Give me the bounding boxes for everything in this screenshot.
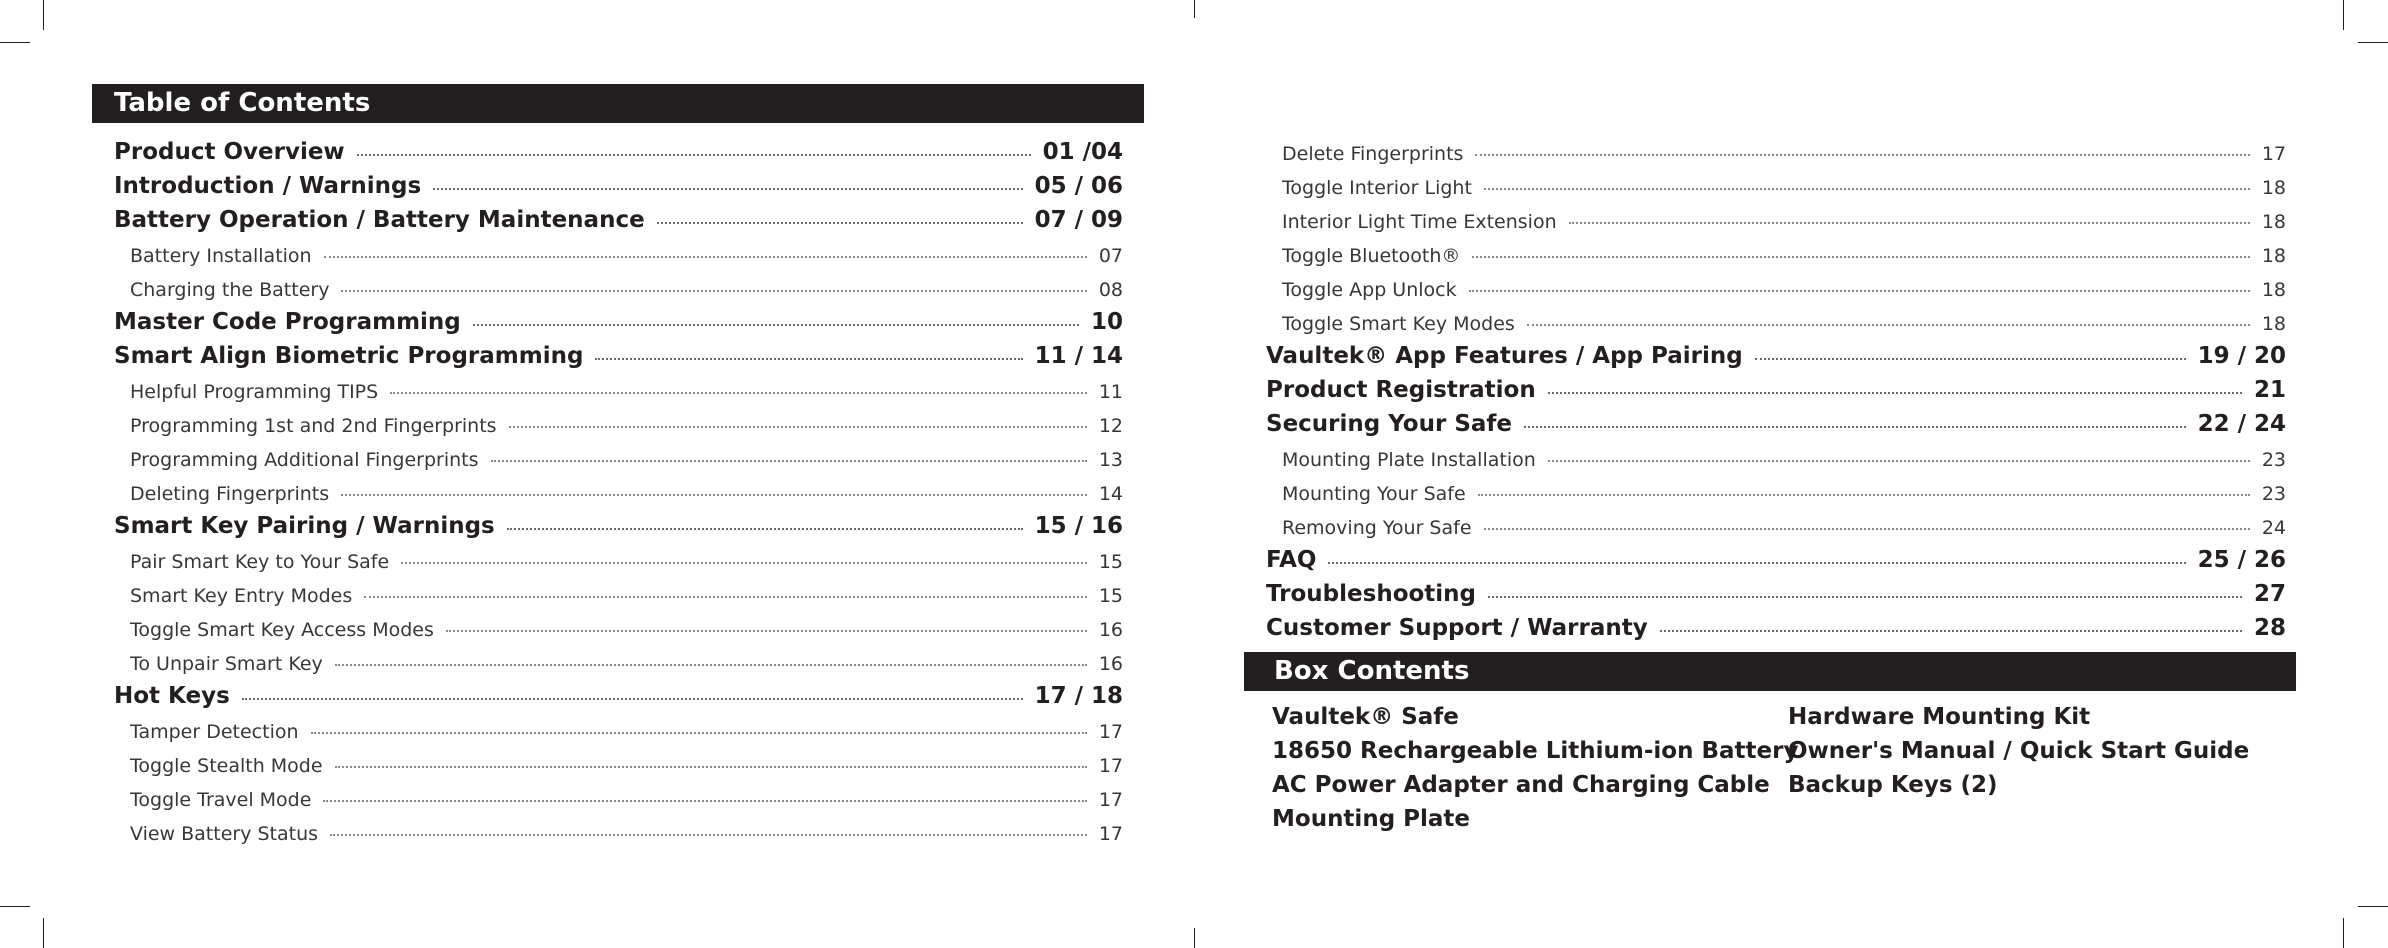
toc-entry-label: Toggle Smart Key Access Modes [130, 619, 434, 641]
toc-left-column [92, 131, 1123, 845]
dot-leader [473, 324, 1079, 326]
toc-section[interactable] [92, 199, 1123, 233]
toc-entry-label: Introduction / Warnings [114, 173, 422, 199]
toc-subsection[interactable] [1244, 505, 2286, 539]
box-contents-item: Backup Keys (2) [1788, 772, 1998, 798]
toc-entry-page: 17 [1098, 721, 1123, 743]
box-contents-item: Hardware Mounting Kit [1788, 704, 2091, 730]
toc-entry-label: Toggle Bluetooth® [1282, 245, 1461, 267]
toc-entry-label: Product Overview [114, 139, 345, 165]
toc-subsection[interactable] [1244, 471, 2286, 505]
dot-leader [1524, 426, 2186, 428]
toc-entry-label: Programming Additional Fingerprints [130, 449, 479, 471]
toc-section[interactable] [1244, 539, 2286, 573]
box-contents-title: Box Contents [1274, 656, 1470, 686]
toc-subsection[interactable] [1244, 165, 2286, 199]
dot-leader [323, 800, 1086, 802]
dot-leader [507, 528, 1023, 530]
toc-entry-label: Product Registration [1266, 377, 1536, 403]
toc-entry-label: FAQ [1266, 547, 1317, 573]
box-contents-item: 18650 Rechargeable Lithium-ion Battery [1272, 738, 1799, 764]
dot-leader [324, 256, 1087, 258]
toc-entry-page: 11 / 14 [1034, 343, 1123, 369]
crop-mark [2343, 918, 2344, 948]
box-contents-item: Owner's Manual / Quick Start Guide [1788, 738, 2250, 764]
toc-entry-page: 16 [1098, 653, 1123, 675]
toc-entry-page: 11 [1098, 381, 1123, 403]
toc-entry-page: 13 [1098, 449, 1123, 471]
dot-leader [242, 698, 1023, 700]
crop-mark [43, 0, 44, 30]
toc-title-bar [92, 84, 1144, 123]
toc-entry-label: Toggle Interior Light [1282, 177, 1472, 199]
toc-section[interactable] [1244, 335, 2286, 369]
toc-entry-label: Toggle Smart Key Modes [1282, 313, 1515, 335]
dot-leader [1328, 562, 2185, 564]
dot-leader [1548, 392, 2242, 394]
toc-subsection[interactable] [92, 437, 1123, 471]
dot-leader [364, 596, 1087, 598]
crop-mark [2343, 0, 2344, 30]
toc-entry-label: Toggle Travel Mode [130, 789, 312, 811]
toc-entry-page: 15 [1098, 585, 1123, 607]
dot-leader [1484, 188, 2250, 190]
toc-section[interactable] [92, 675, 1123, 709]
toc-entry-page: 10 [1090, 309, 1123, 335]
dot-leader [595, 358, 1022, 360]
toc-entry-page: 19 / 20 [2197, 343, 2286, 369]
toc-title: Table of Contents [114, 88, 371, 118]
toc-entry-label: Interior Light Time Extension [1282, 211, 1557, 233]
toc-entry-label: Charging the Battery [130, 279, 330, 301]
dot-leader [330, 834, 1087, 836]
toc-entry-label: Deleting Fingerprints [130, 483, 330, 505]
toc-entry-label: Customer Support / Warranty [1266, 615, 1648, 641]
toc-entry-page: 18 [2261, 211, 2286, 233]
dot-leader [311, 732, 1087, 734]
toc-entry-label: Programming 1st and 2nd Fingerprints [130, 415, 497, 437]
crop-mark [2358, 906, 2388, 907]
dot-leader [341, 290, 1086, 292]
dot-leader [1469, 290, 2250, 292]
toc-entry-page: 27 [2253, 581, 2286, 607]
toc-entry-label: Mounting Plate Installation [1282, 449, 1536, 471]
toc-entry-page: 18 [2261, 279, 2286, 301]
dot-leader [1660, 630, 2242, 632]
crop-mark [43, 918, 44, 948]
dot-leader [491, 460, 1087, 462]
toc-section[interactable] [92, 301, 1123, 335]
crop-mark [0, 42, 30, 43]
toc-subsection[interactable] [92, 539, 1123, 573]
crop-mark [2358, 42, 2388, 43]
toc-subsection[interactable] [1244, 267, 2286, 301]
toc-subsection[interactable] [92, 369, 1123, 403]
toc-entry-label: To Unpair Smart Key [130, 653, 323, 675]
dot-leader [1478, 494, 2250, 496]
toc-subsection[interactable] [1244, 131, 2286, 165]
toc-subsection[interactable] [92, 641, 1123, 675]
dot-leader [1548, 460, 2250, 462]
toc-entry-label: Master Code Programming [114, 309, 461, 335]
toc-right-column [1244, 131, 2286, 641]
toc-section[interactable] [92, 165, 1123, 199]
crop-mark [0, 906, 30, 907]
toc-section[interactable] [92, 131, 1123, 165]
toc-entry-page: 05 / 06 [1034, 173, 1123, 199]
dot-leader [1755, 358, 2186, 360]
dot-leader [335, 664, 1087, 666]
toc-subsection[interactable] [92, 573, 1123, 607]
dot-leader [1472, 256, 2249, 258]
toc-entry-label: Smart Key Entry Modes [130, 585, 353, 607]
toc-entry-page: 12 [1098, 415, 1123, 437]
toc-subsection[interactable] [92, 607, 1123, 641]
toc-subsection[interactable] [92, 777, 1123, 811]
dot-leader [335, 766, 1087, 768]
toc-entry-page: 17 [1098, 789, 1123, 811]
toc-subsection[interactable] [92, 743, 1123, 777]
toc-entry-page: 17 / 18 [1034, 683, 1123, 709]
toc-entry-page: 07 / 09 [1034, 207, 1123, 233]
dot-leader [341, 494, 1087, 496]
toc-entry-page: 07 [1098, 245, 1123, 267]
dot-leader [1484, 528, 2250, 530]
box-contents-item: AC Power Adapter and Charging Cable [1272, 772, 1770, 798]
toc-section[interactable] [92, 505, 1123, 539]
toc-entry-label: Hot Keys [114, 683, 230, 709]
toc-subsection[interactable] [92, 233, 1123, 267]
box-contents-bar [1244, 652, 2296, 691]
toc-entry-page: 25 / 26 [2197, 547, 2286, 573]
toc-entry-page: 17 [1098, 823, 1123, 845]
toc-subsection[interactable] [92, 709, 1123, 743]
dot-leader [390, 392, 1087, 394]
dot-leader [1488, 596, 2242, 598]
box-contents-column-1 [1272, 700, 1798, 836]
toc-entry-label: Pair Smart Key to Your Safe [130, 551, 390, 573]
toc-subsection[interactable] [1244, 233, 2286, 267]
toc-entry-page: 28 [2253, 615, 2286, 641]
toc-entry-page: 18 [2261, 313, 2286, 335]
crop-mark [1194, 928, 1195, 948]
dot-leader [401, 562, 1087, 564]
toc-entry-label: Toggle App Unlock [1282, 279, 1457, 301]
toc-entry-page: 15 / 16 [1034, 513, 1123, 539]
toc-section[interactable] [1244, 369, 2286, 403]
toc-entry-page: 18 [2261, 245, 2286, 267]
dot-leader [357, 154, 1031, 156]
toc-entry-page: 16 [1098, 619, 1123, 641]
toc-entry-label: Smart Align Biometric Programming [114, 343, 584, 369]
toc-entry-page: 17 [1098, 755, 1123, 777]
toc-subsection[interactable] [92, 471, 1123, 505]
dot-leader [1475, 154, 2249, 156]
toc-entry-label: Vaultek® App Features / App Pairing [1266, 343, 1743, 369]
toc-entry-label: Smart Key Pairing / Warnings [114, 513, 495, 539]
toc-subsection[interactable] [92, 811, 1123, 845]
toc-subsection[interactable] [92, 267, 1123, 301]
box-contents-column-2 [1788, 700, 2249, 802]
toc-entry-page: 18 [2261, 177, 2286, 199]
crop-mark [1194, 0, 1195, 18]
box-contents-item: Mounting Plate [1272, 806, 1471, 832]
toc-entry-page: 17 [2261, 143, 2286, 165]
toc-entry-page: 22 / 24 [2197, 411, 2286, 437]
dot-leader [1569, 222, 2250, 224]
toc-subsection[interactable] [1244, 301, 2286, 335]
toc-entry-page: 01 /04 [1042, 139, 1123, 165]
dot-leader [1527, 324, 2250, 326]
toc-entry-label: Battery Installation [130, 245, 312, 267]
dot-leader [446, 630, 1087, 632]
toc-section[interactable] [92, 335, 1123, 369]
toc-entry-label: Delete Fingerprints [1282, 143, 1464, 165]
toc-section[interactable] [1244, 403, 2286, 437]
toc-entry-page: 08 [1098, 279, 1123, 301]
box-contents-item: Vaultek® Safe [1272, 704, 1459, 730]
dot-leader [509, 426, 1087, 428]
toc-subsection[interactable] [1244, 437, 2286, 471]
toc-entry-label: Tamper Detection [130, 721, 299, 743]
toc-entry-label: Toggle Stealth Mode [130, 755, 323, 777]
toc-entry-label: Securing Your Safe [1266, 411, 1513, 437]
toc-subsection[interactable] [92, 403, 1123, 437]
toc-entry-label: Troubleshooting [1266, 581, 1477, 607]
dot-leader [433, 188, 1022, 190]
toc-entry-label: Battery Operation / Battery Maintenance [114, 207, 645, 233]
toc-entry-page: 14 [1098, 483, 1123, 505]
toc-entry-page: 23 [2261, 449, 2286, 471]
toc-entry-page: 15 [1098, 551, 1123, 573]
toc-entry-label: Removing Your Safe [1282, 517, 1472, 539]
toc-subsection[interactable] [1244, 199, 2286, 233]
toc-section[interactable] [1244, 573, 2286, 607]
toc-entry-label: Helpful Programming TIPS [130, 381, 379, 403]
toc-entry-label: Mounting Your Safe [1282, 483, 1466, 505]
toc-section[interactable] [1244, 607, 2286, 641]
toc-entry-page: 23 [2261, 483, 2286, 505]
toc-entry-label: View Battery Status [130, 823, 319, 845]
toc-entry-page: 24 [2261, 517, 2286, 539]
dot-leader [657, 222, 1023, 224]
toc-entry-page: 21 [2253, 377, 2286, 403]
